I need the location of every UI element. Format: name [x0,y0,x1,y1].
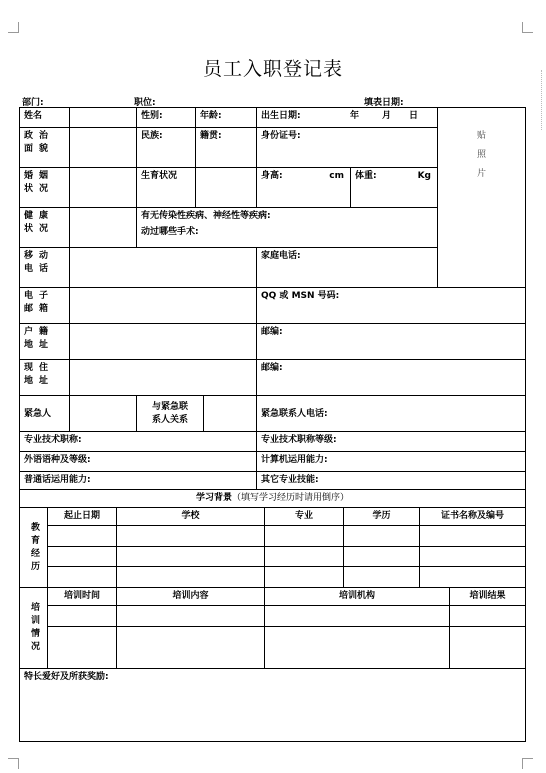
education-title: 学习背景 [195,493,232,503]
photo-char-2: 照 [476,150,486,160]
train-header-time: 培训时间 [47,587,117,606]
language-label[interactable]: 外语语种及等级: [19,451,257,472]
day-label: 日 [409,111,419,121]
train-row-2-time[interactable] [47,626,117,669]
year-label: 年 [350,111,360,121]
qq-label[interactable]: QQ 或 MSN 号码: [256,287,526,324]
train-row-1-content[interactable] [116,605,265,627]
name-field[interactable] [69,107,137,128]
health-label: 健康状况 [19,207,70,248]
train-header-result: 培训结果 [449,587,526,606]
edu-row-2-school[interactable] [116,546,265,567]
postcode2-label[interactable]: 邮编: [256,359,526,396]
form-title: 员工入职登记表 [202,58,343,80]
mandarin-label[interactable]: 普通话运用能力: [19,471,257,490]
training-side-label: 培训情况 [19,587,48,669]
edu-row-1-certificate[interactable] [419,525,526,547]
native-label[interactable]: 籍贯: [195,127,257,168]
emergency-field[interactable] [69,395,137,432]
photo-char-3: 片 [476,169,486,179]
edu-header-degree: 学历 [343,507,420,526]
name-label: 姓名 [19,107,70,128]
email-label: 电子邮箱 [19,287,70,324]
tech-title-label[interactable]: 专业技术职称: [19,431,257,452]
height-field[interactable] [256,167,351,208]
education-section-title [19,489,526,508]
train-row-2-institution[interactable] [264,626,450,669]
emergency-label: 紧急人 [19,395,70,432]
edu-row-1-date[interactable] [47,525,117,547]
politics-label: 政治面貌 [19,127,70,168]
id-number-label[interactable]: 身份证号: [256,127,438,168]
birth-date-field[interactable] [256,107,438,128]
surgery-label: 动过哪些手术: [141,227,199,237]
crop-mark-top-right [522,22,533,33]
weight-label: 体重: [355,171,377,181]
ethnic-label[interactable]: 民族: [136,127,196,168]
crop-mark-top-left [8,22,19,33]
weight-field[interactable] [350,167,438,208]
edu-row-1-degree[interactable] [343,525,420,547]
hukou-field[interactable] [69,323,257,360]
edu-row-3-major[interactable] [264,566,344,588]
home-phone-label[interactable]: 家庭电话: [256,247,438,288]
fertility-field[interactable] [195,167,257,208]
dept-label: 部门: [22,98,44,108]
train-row-2-content[interactable] [116,626,265,669]
education-note: （填写学习经历时请用倒序） [232,493,350,503]
current-address-label: 现住地址 [19,359,70,396]
hukou-label: 户籍地址 [19,323,70,360]
relation-label: 与紧急联系人关系 [136,395,204,432]
edu-row-2-degree[interactable] [343,546,420,567]
fill-date-label: 填表日期: [364,98,404,108]
kg-unit: Kg [417,171,431,181]
photo-box[interactable] [437,107,526,288]
edu-header-date: 起止日期 [47,507,117,526]
edu-header-major: 专业 [264,507,344,526]
height-label: 身高: [261,171,283,181]
edu-row-3-date[interactable] [47,566,117,588]
current-address-field[interactable] [69,359,257,396]
photo-char-1: 贴 [476,131,486,141]
train-header-institution: 培训机构 [264,587,450,606]
hobby-field[interactable] [19,668,526,742]
birth-label: 出生日期: [261,111,301,121]
marital-field[interactable] [69,167,137,208]
edu-header-school: 学校 [116,507,265,526]
edu-row-2-certificate[interactable] [419,546,526,567]
politics-field[interactable] [69,127,137,168]
edu-row-2-major[interactable] [264,546,344,567]
train-row-1-time[interactable] [47,605,117,627]
crop-mark-bottom-left [8,758,19,769]
computer-label[interactable]: 计算机运用能力: [256,451,526,472]
cm-unit: cm [329,171,344,181]
age-label[interactable]: 年龄: [195,107,257,128]
train-header-content: 培训内容 [116,587,265,606]
edu-row-3-degree[interactable] [343,566,420,588]
mobile-label: 移动电话 [19,247,70,288]
relation-field[interactable] [203,395,257,432]
edu-row-3-certificate[interactable] [419,566,526,588]
train-row-1-result[interactable] [449,605,526,627]
month-label: 月 [382,111,392,121]
mobile-field[interactable] [69,247,257,288]
postcode-label[interactable]: 邮编: [256,323,526,360]
disease-surgery-field[interactable] [136,207,438,248]
disease-label: 有无传染性疾病、神经性等疾病: [141,211,271,221]
fertility-label: 生育状况 [136,167,196,208]
edu-row-3-school[interactable] [116,566,265,588]
registration-form [20,108,526,742]
edu-row-2-date[interactable] [47,546,117,567]
edu-row-1-school[interactable] [116,525,265,547]
edu-row-1-major[interactable] [264,525,344,547]
education-side-label: 教育经历 [19,507,48,588]
train-row-1-institution[interactable] [264,605,450,627]
edu-header-certificate: 证书名称及编号 [419,507,526,526]
crop-mark-bottom-right [522,758,533,769]
position-label: 职位: [134,98,156,108]
email-field[interactable] [69,287,257,324]
marital-label: 婚姻状况 [19,167,70,208]
other-skills-label[interactable]: 其它专业技能: [256,471,526,490]
gender-label[interactable]: 性别: [136,107,196,128]
train-row-2-result[interactable] [449,626,526,669]
tech-level-label[interactable]: 专业技术职称等级: [256,431,526,452]
health-field[interactable] [69,207,137,248]
hobby-label: 特长爱好及所获奖励: [24,672,109,682]
emergency-phone-label[interactable]: 紧急联系人电话: [256,395,526,432]
